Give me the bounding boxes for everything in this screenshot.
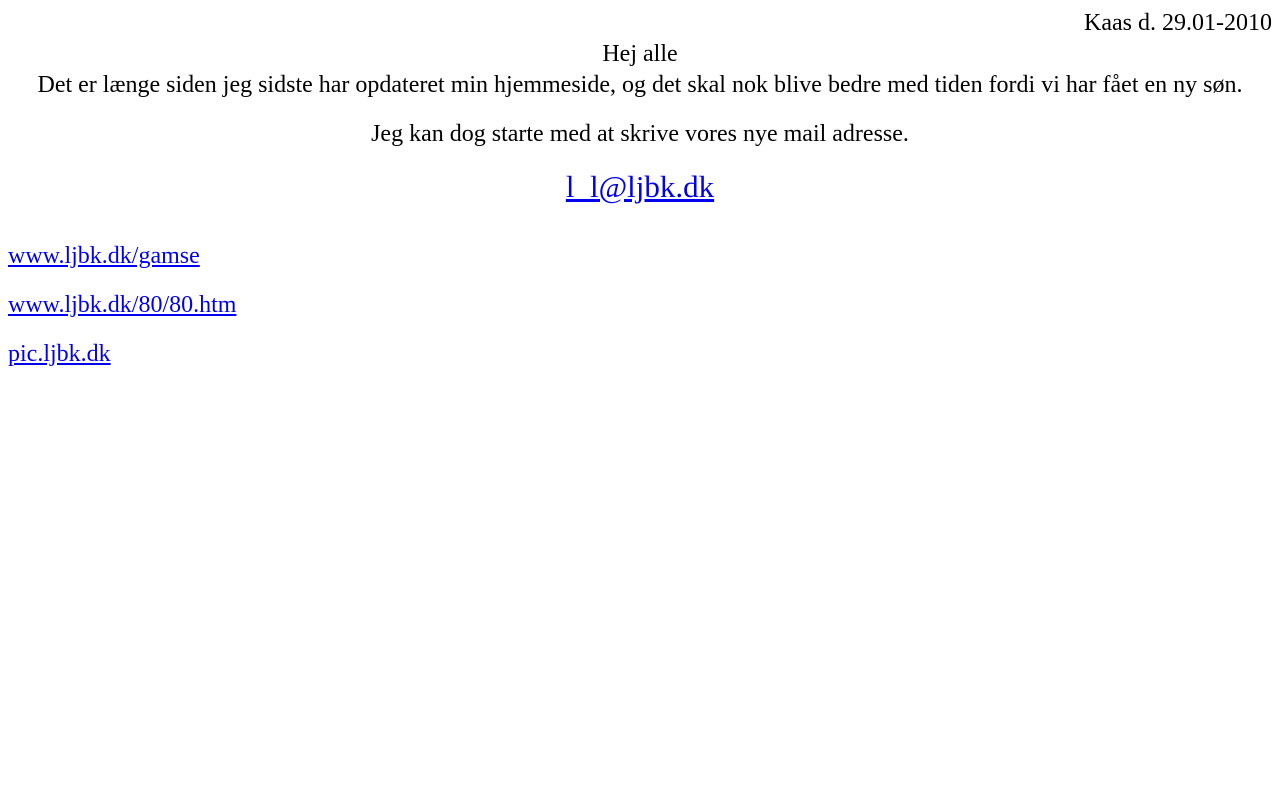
- email-container: [8, 168, 1272, 209]
- link-pic[interactable]: pic.ljbk.dk: [8, 341, 111, 367]
- greeting-heading: Hej alle: [602, 41, 678, 67]
- link-item: [8, 339, 1272, 370]
- email-link[interactable]: l_l@ljbk.dk: [565, 169, 715, 204]
- links-list: [8, 241, 1272, 370]
- mail-note-paragraph: Jeg kan dog starte med at skrive vores nye mail adresse.: [371, 121, 909, 147]
- intro-paragraph: Det er længe siden jeg sidste har opdateret min hjemmeside, og det skal nok blive bedre med tiden fordi vi har fået en ny søn.: [37, 72, 1243, 98]
- link-item: [8, 241, 1272, 272]
- date-line: Kaas d. 29.01-2010: [1084, 10, 1272, 36]
- link-item: [8, 290, 1272, 321]
- link-80[interactable]: www.ljbk.dk/80/80.htm: [8, 292, 237, 318]
- link-gamse[interactable]: www.ljbk.dk/gamse: [8, 243, 200, 269]
